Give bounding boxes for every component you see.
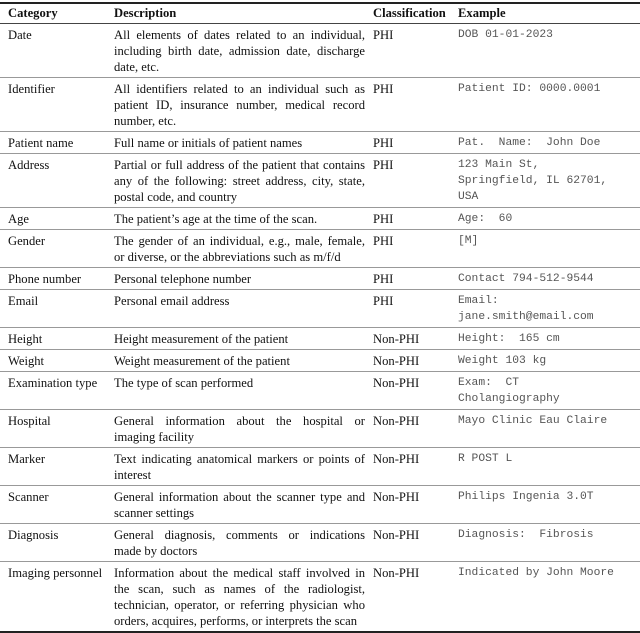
table-row (0, 268, 640, 290)
cell-classification: PHI (373, 294, 394, 308)
cell-example: R POST L (458, 453, 513, 465)
cell-classification: Non-PHI (373, 490, 420, 504)
header-example: Example (458, 6, 506, 20)
cell-category: Height (8, 332, 43, 346)
cell-category: Phone number (8, 272, 82, 286)
cell-description: The patient’s age at the time of the scan. (114, 212, 318, 226)
cell-category: Age (8, 212, 29, 226)
table-body (0, 24, 640, 633)
cell-category: Address (8, 158, 50, 172)
table-row (0, 448, 640, 486)
table-row (0, 132, 640, 154)
cell-description: Height measurement of the patient (114, 332, 289, 346)
cell-classification: PHI (373, 82, 394, 96)
cell-category: Marker (8, 452, 46, 466)
cell-description: Text indicating anatomical markers or points of interest (114, 452, 365, 482)
cell-classification: PHI (373, 212, 394, 226)
cell-category: Weight (8, 354, 45, 368)
cell-description: All identifiers related to an individual such as patient ID, insurance number, medical record number, etc. (114, 82, 365, 128)
cell-example: Height: 165 cm (458, 333, 560, 345)
table-row (0, 410, 640, 448)
cell-example: Philips Ingenia 3.0T (458, 491, 594, 503)
header-category: Category (8, 6, 58, 20)
cell-classification: Non-PHI (373, 414, 420, 428)
table-row (0, 290, 640, 328)
cell-category: Scanner (8, 490, 49, 504)
cell-category: Examination type (8, 376, 98, 390)
cell-example: Patient ID: 0000.0001 (458, 83, 601, 95)
cell-category: Imaging personnel (8, 566, 103, 580)
cell-example: Contact 794-512-9544 (458, 273, 594, 285)
cell-example: Exam: CT Cholangiography (458, 377, 560, 405)
cell-example: Weight 103 kg (458, 355, 547, 367)
cell-description: The type of scan performed (114, 376, 254, 390)
cell-description: Full name or initials of patient names (114, 136, 303, 150)
table-row (0, 24, 640, 78)
cell-category: Diagnosis (8, 528, 59, 542)
cell-description: General information about the scanner type and scanner settings (114, 490, 365, 520)
cell-classification: Non-PHI (373, 376, 420, 390)
table-row (0, 328, 640, 350)
cell-description: General information about the hospital or imaging facility (114, 414, 365, 444)
cell-example: 123 Main St, Springfield, IL 62701, USA (458, 159, 608, 203)
cell-classification: Non-PHI (373, 566, 420, 580)
table-row (0, 350, 640, 372)
cell-classification: Non-PHI (373, 354, 420, 368)
cell-category: Date (8, 28, 32, 42)
cell-example: Pat. Name: John Doe (458, 137, 601, 149)
cell-description: All elements of dates related to an individual, including birth date, admission date, discharge date, etc. (114, 28, 365, 74)
cell-category: Email (8, 294, 39, 308)
cell-example: DOB 01-01-2023 (458, 29, 553, 41)
cell-classification: PHI (373, 136, 394, 150)
cell-example: Indicated by John Moore (458, 567, 614, 579)
cell-description: Information about the medical staff involved in the scan, such as names of the radiologist, technician, operator, or referring physician who orders, acquires, performs, or interprets the scan (114, 566, 365, 628)
table-row (0, 372, 640, 410)
cell-example: Diagnosis: Fibrosis (458, 529, 594, 541)
cell-description: Partial or full address of the patient that contains any of the following: street address, city, state, postal code, and country (114, 158, 365, 204)
cell-description: General diagnosis, comments or indications made by doctors (114, 528, 365, 558)
cell-example: Mayo Clinic Eau Claire (458, 415, 608, 427)
cell-classification: PHI (373, 28, 394, 42)
table-row (0, 562, 640, 633)
phi-category-table (0, 2, 640, 633)
cell-description: Weight measurement of the patient (114, 354, 290, 368)
cell-description: Personal email address (114, 294, 230, 308)
header-classification: Classification (373, 6, 446, 20)
table-row (0, 524, 640, 562)
cell-classification: Non-PHI (373, 452, 420, 466)
table-row (0, 230, 640, 268)
header-description: Description (114, 6, 177, 20)
cell-example: [M] (458, 235, 479, 247)
cell-classification: PHI (373, 158, 394, 172)
cell-category: Hospital (8, 414, 51, 428)
cell-classification: PHI (373, 272, 394, 286)
header-row (0, 3, 640, 24)
cell-classification: Non-PHI (373, 528, 420, 542)
cell-classification: Non-PHI (373, 332, 420, 346)
cell-category: Patient name (8, 136, 74, 150)
cell-description: Personal telephone number (114, 272, 252, 286)
table-row (0, 208, 640, 230)
table-row (0, 78, 640, 132)
cell-category: Identifier (8, 82, 55, 96)
cell-description: The gender of an individual, e.g., male, female, or diverse, or the abbreviations such as m/f/d (114, 234, 365, 264)
table-row (0, 154, 640, 208)
cell-category: Gender (8, 234, 46, 248)
table-row (0, 486, 640, 524)
cell-example: Age: 60 (458, 213, 513, 225)
cell-classification: PHI (373, 234, 394, 248)
cell-example: Email: jane.smith@email.com (458, 295, 594, 323)
